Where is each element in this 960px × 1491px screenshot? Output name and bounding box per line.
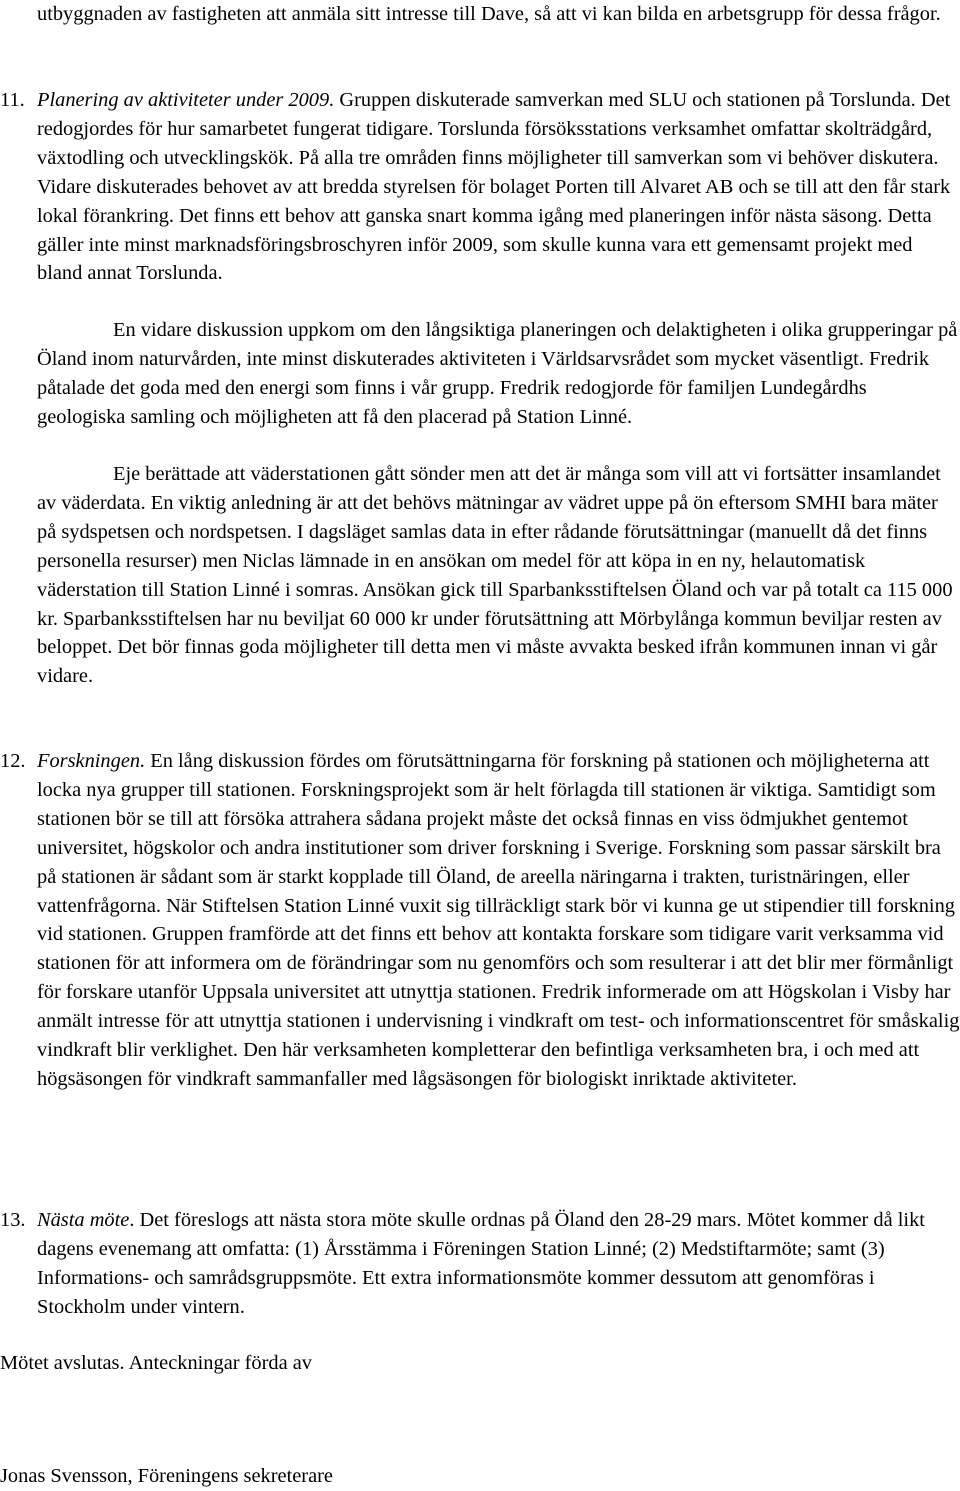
item-13-body bbox=[37, 1206, 960, 1322]
item-12-text: En lång diskussion fördes om förutsättningarna för forskning på stationen och möjligheterna att locka nya grupper till stationen. Forskningsprojekt som är helt förlagda till stationen är viktiga. Samtidigt som stationen bör se till att försöka attrahera sådana projekt måste det också finnas en viss ödmjukhet gentemot universitet, högskolor och andra institutioner som driver forskning i Sverige. Forskning som passar särskilt bra på stationen är sådant som är starkt kopplade till Öland, de areella näringarna i trakten, turistnäringen, eller vattenfrågorna. När Stiftelsen Station Linné vuxit sig tillräckligt stark bör vi kunna ge ut stipendier till forskning vid stationen. Gruppen framförde att det finns ett behov att kontakta forskare som tidigare varit verksamma vid stationen för att informera om de förändringar som nu genomförs och som resulterar i att det blir mer förmånligt för forskare utanför Uppsala universitet att utnyttja stationen. Fredrik informerade om att Högskolan i Visby har anmält intresse för att utnyttja stationen i undervisning i vindkraft om test- och informationscentret för småskalig vindkraft blir verklighet. Den här verksamheten kompletterar den befintliga verksamheten bra, i och med att högsäsongen för vindkraft sammanfaller med lågsäsongen för biologiskt inriktade aktiviteter. bbox=[37, 750, 960, 1090]
item-11 bbox=[0, 86, 960, 288]
item-12-title: Forskningen. bbox=[37, 750, 146, 772]
item-12 bbox=[0, 747, 960, 1094]
item-13-text: . Det föreslogs att nästa stora möte skulle ordnas på Öland den 28-29 mars. Mötet kommer då likt dagens evenemang att omfatta: (1) Årsstämma i Föreningen Station Linné; (2) Medstiftarmöte; samt (3) Informations- och samrådsgruppsmöte. Ett extra informationsmöte kommer dessutom att genomföras i Stockholm under vintern. bbox=[37, 1209, 925, 1318]
item-11-paragraph-3: Eje berättade att väderstationen gått sönder men att det är många som vill att vi fortsätter insamlandet av väderdata. En viktig anledning är att det behövs mätningar av vädret uppe på ön eftersom SMHI bara mäter på sydspetsen och nordspetsen. I dagsläget samlas data in efter rådande förutsättningar (manuellt då det finns personella resurser) men Niclas lämnade in en ansökan om medel för att köpa in en ny, helautomatisk väderstation till Station Linné i somras. Ansökan gick till Sparbanksstiftelsen Öland och var på totalt ca 115 000 kr. Sparbanksstiftelsen har nu beviljat 60 000 kr under förutsättning att Mörbylånga kommun beviljar resten av beloppet. Det bör finnas goda möjligheter till detta men vi måste avvakta besked ifrån kommunen innan vi går vidare. bbox=[37, 463, 953, 688]
item-number: 11. bbox=[0, 89, 25, 111]
item-11-title: Planering av aktiviteter under 2009. bbox=[37, 89, 335, 111]
item-number: 12. bbox=[0, 750, 26, 772]
signature-line: Jonas Svensson, Föreningens sekreterare bbox=[0, 1465, 333, 1487]
item10-continuation: utbyggnaden av fastigheten att anmäla sitt intresse till Dave, så att vi kan bilda en arbetsgrupp för dessa frågor. bbox=[37, 3, 941, 25]
item-11-paragraph-2: En vidare diskussion uppkom om den långsiktiga planeringen och delaktigheten i olika grupperingar på Öland inom naturvården, inte minst diskuterades aktiviteten i Världsarvsrådet som mycket väsentligt. Fredrik påtalade det goda med den energi som finns i vår grupp. Fredrik redogjorde för familjen Lundegårdhs geologiska samling och möjligheten att få den placerad på Station Linné. bbox=[37, 319, 958, 428]
item-13 bbox=[0, 1206, 960, 1322]
item-number: 13. bbox=[0, 1209, 26, 1231]
closing-line: Mötet avslutas. Anteckningar förda av bbox=[0, 1352, 313, 1374]
item-11-text: Gruppen diskuterade samverkan med SLU och stationen på Torslunda. Det redogjordes för hur samarbetet fungerat tidigare. Torslunda försöksstations verksamhet omfattar skolträdgård, växtodling och utvecklingskök. På alla tre områden finns möjligheter till samverkan som vi behöver diskutera. Vidare diskuterades behovet av att bredda styrelsen för bolaget Porten till Alvaret AB och se till att den får stark lokal förankring. Det finns ett behov att ganska snart komma igång med planeringen inför nästa säsong. Detta gäller inte minst marknadsföringsbroschyren inför 2009, som skulle kunna vara ett gemensamt projekt med bland annat Torslunda. bbox=[37, 89, 951, 285]
item-11-body bbox=[37, 86, 960, 288]
item-12-body bbox=[37, 747, 960, 1094]
item-13-title: Nästa möte bbox=[37, 1209, 130, 1231]
